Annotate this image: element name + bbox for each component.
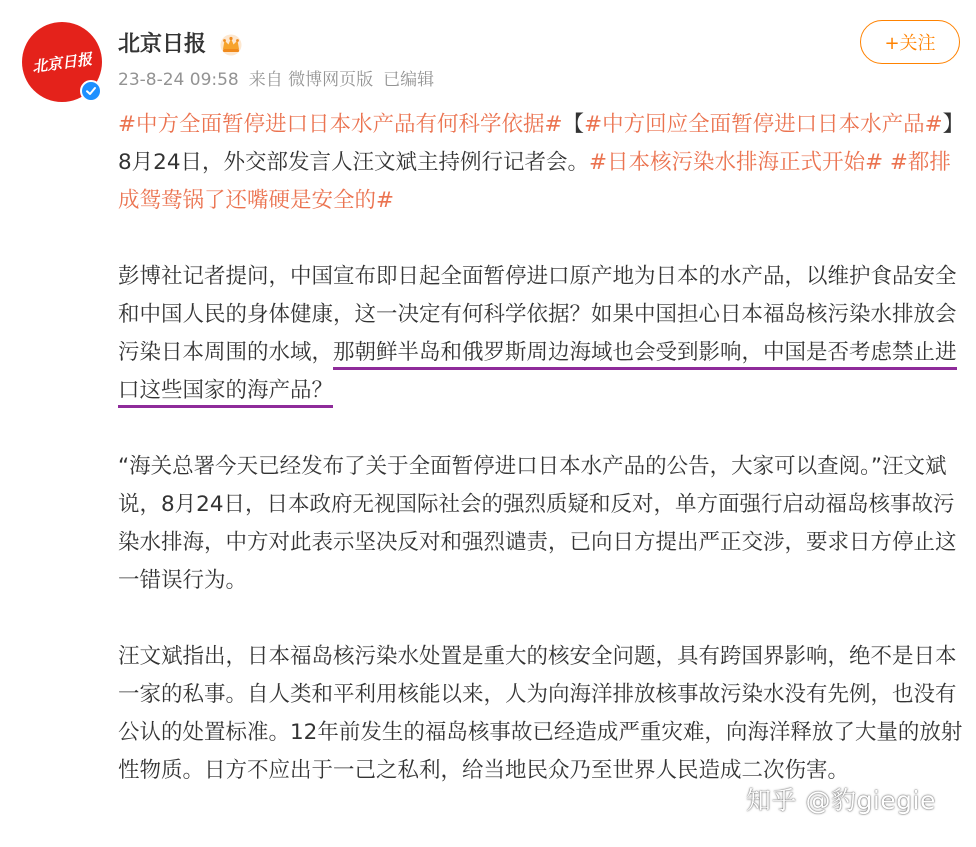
- author-name[interactable]: 北京日报: [118, 32, 207, 57]
- topic-tag[interactable]: #中方回应全面暂停进口日本水产品#: [584, 112, 943, 137]
- follow-button[interactable]: +关注: [860, 20, 960, 64]
- spacer-text: [883, 150, 890, 175]
- topic-tag[interactable]: #都排成鸳鸯锅了还嘴硬是安全的#: [118, 150, 951, 213]
- paragraph-1: [118, 106, 963, 220]
- topic-tag[interactable]: #日本核污染水排海正式开始#: [589, 150, 884, 175]
- post-source: 来自 微博网页版: [248, 70, 374, 90]
- avatar-logo-text: 北京日报: [31, 49, 94, 76]
- verified-check-icon: [80, 80, 102, 102]
- topic-tag[interactable]: #中方全面暂停进口日本水产品有何科学依据#: [118, 112, 563, 137]
- post-body: [118, 106, 963, 790]
- paragraph-text: 】8月24日，外交部发言人汪文斌主持例行记者会。: [118, 112, 954, 175]
- post-edited[interactable]: 已编辑: [383, 70, 435, 90]
- paragraph-text: 彭博社记者提问，中国宣布即日起全面暂停进口原产地为日本的水产品，以维护食品安全和中国人民的身体健康，这一决定有何科学依据？如果中国担心日本福岛核污染水排放会污染日本周围的水域，: [118, 264, 957, 365]
- bracket-text: 【: [562, 112, 585, 137]
- post-time[interactable]: 23-8-24 09:58: [118, 70, 239, 90]
- paragraph-2: [118, 258, 963, 410]
- post-meta: [118, 66, 444, 94]
- paragraph-3: “海关总署今天已经发布了关于全面暂停进口日本水产品的公告，大家可以查阅。”汪文斌说，8月24日，日本政府无视国际社会的强烈质疑和反对，单方面强行启动福岛核事故污染水排海，中方对此表示坚决反对和强烈谴责，已向日方提出严正交涉，要求日方停止这一错误行为。: [118, 454, 957, 593]
- watermark: 知乎 @豹giegie: [746, 786, 936, 815]
- crown-icon: [218, 32, 244, 56]
- highlighted-question: 那朝鲜半岛和俄罗斯周边海域也会受到影响，中国是否考虑禁止进口这些国家的海产品？: [118, 340, 957, 408]
- paragraph-4: 汪文斌指出，日本福岛核污染水处置是重大的核安全问题，具有跨国界影响，绝不是日本一家的私事。自人类和平利用核能以来，人为向海洋排放核事故污染水没有先例，也没有公认的处置标准。12年前发生的福岛核事故已经造成严重灾难，向海洋释放了大量的放射性物质。日方不应出于一己之私利，给当地民众乃至世界人民造成二次伤害。: [118, 644, 963, 783]
